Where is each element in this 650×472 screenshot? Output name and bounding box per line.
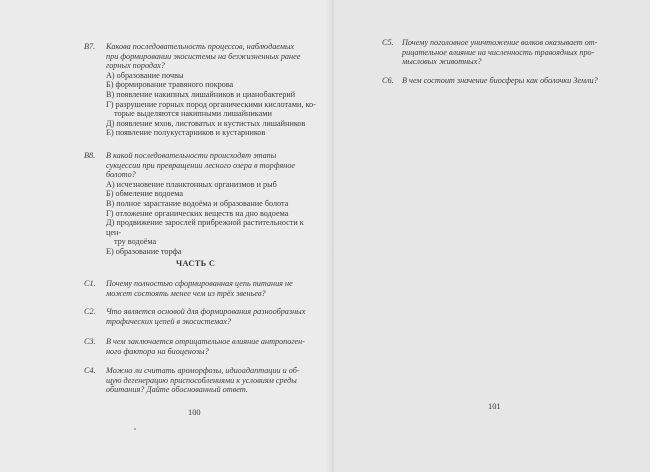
question-text-line: болото? — [106, 170, 136, 180]
question-text-line: рицательное влияние на численность травоядных про- — [402, 47, 595, 57]
paper-speck — [134, 428, 136, 430]
question-text-line: щую дегенерацию приспособлениями к условиям среды — [106, 375, 297, 385]
question-text-line: В чем заключается отрицательное влияние антропоген- — [106, 337, 305, 346]
question-number: B8. — [84, 151, 96, 160]
answer-option: В) появление накипных лишайников и цианобактерий — [106, 89, 296, 99]
question-text-line: обитания? Дайте обоснованный ответ. — [106, 385, 248, 395]
question-c1 — [84, 279, 320, 298]
question-c2 — [84, 307, 320, 326]
answer-option: Д) появление мхов, листоватых и кустистых лишайников — [106, 118, 306, 128]
question-number: C6. — [382, 76, 394, 85]
answer-option: Б) формирование травяного покрова — [106, 80, 234, 90]
answer-option: А) образование почвы — [106, 70, 184, 80]
question-number: C2. — [84, 307, 96, 316]
question-text-line: В какой последовательности происходят этапы — [106, 151, 277, 160]
answer-option: Д) продвижение зарослей прибрежной растительности к цен- — [106, 218, 304, 237]
right-page — [334, 0, 650, 472]
question-c6 — [382, 76, 632, 86]
question-text-line: мысловых животных? — [402, 57, 482, 67]
question-text-line: Что является основой для формирования разнообразных — [106, 307, 306, 316]
answer-option: А) исчезновение планктонных организмов и рыб — [106, 179, 277, 189]
answer-option: Б) обмеление водоема — [106, 189, 184, 199]
question-b8 — [84, 151, 320, 257]
question-number: C4. — [84, 366, 96, 375]
answer-option-continuation: тру водоёма — [114, 237, 157, 247]
question-c5 — [382, 38, 632, 67]
question-b7 — [84, 42, 320, 138]
question-text-line: может состоять менее чем из трёх звеньев? — [106, 288, 266, 298]
question-text-line: Почему поголовное уничтожение волков оказывает от- — [402, 38, 598, 47]
answer-option: Е) появление полукустарников и кустарников — [106, 128, 266, 138]
answer-option: Г) разрушение горных пород органическими кислотами, ко- — [106, 99, 316, 109]
section-title: ЧАСТЬ С — [176, 259, 216, 268]
question-text-line: горных породах? — [106, 61, 165, 71]
question-text-line: ного фактора на биоценозы? — [106, 346, 209, 356]
answer-option: Е) образование торфа — [106, 246, 182, 256]
answer-option: В) полное зарастание водоёма и образование болота — [106, 198, 289, 208]
question-number: C5. — [382, 38, 394, 47]
question-text-line: Какова последовательность процессов, наблюдаемых — [106, 42, 295, 51]
answer-option: Г) отложение органических веществ на дно водоема — [106, 208, 289, 218]
question-number: C3. — [84, 337, 96, 346]
question-text-line: Можно ли считать ароморфозы, идиоадаптации и об- — [106, 366, 300, 375]
question-text-line: В чем состоит значение биосферы как оболочки Земли? — [402, 76, 598, 85]
question-text-line: Почему полностью сформированная цепь питания не — [106, 279, 293, 288]
page-number: 100 — [188, 408, 201, 417]
question-text-line: сукцессии при превращении лесного озера в торфяное — [106, 160, 296, 170]
question-text-line: при формировании экосистемы на безжизненных ранее — [106, 51, 301, 61]
question-number: B7. — [84, 42, 96, 51]
question-c4 — [84, 366, 320, 395]
answer-option-continuation: торые выделяются накипными лишайниками — [114, 109, 272, 119]
question-number: C1. — [84, 279, 96, 288]
page-number: 101 — [488, 402, 501, 411]
question-text-line: трофических цепей в экосистемах? — [106, 316, 232, 326]
question-c3 — [84, 337, 320, 356]
